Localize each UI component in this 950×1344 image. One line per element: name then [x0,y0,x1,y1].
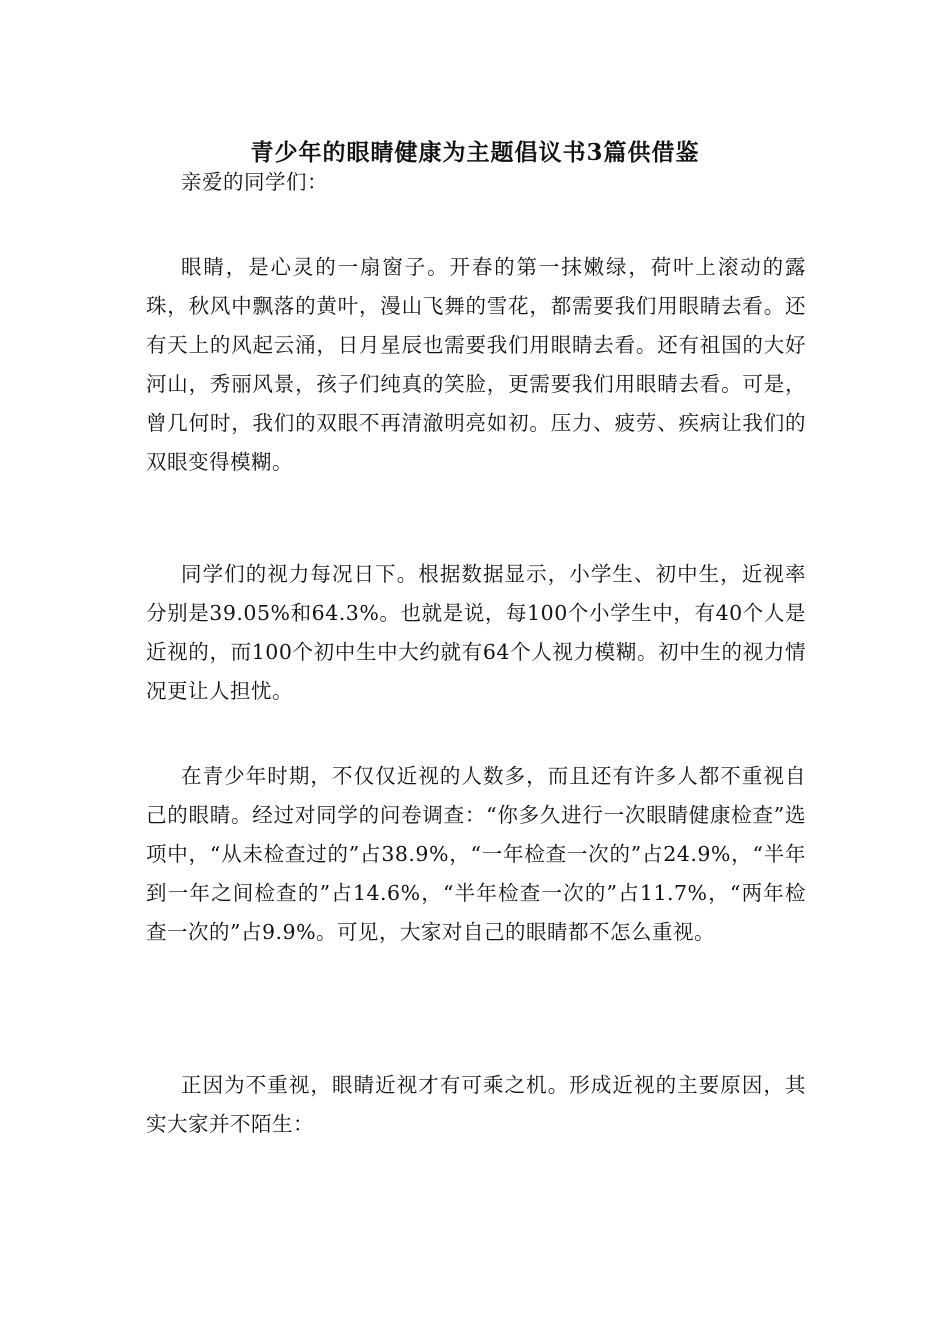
paragraph-2: 同学们的视力每况日下。根据数据显示，小学生、初中生，近视率分别是39.05%和64.3%。也就是说，每100个小学生中，有40个人是近视的，而100个初中生中大约就有64个人视力模糊。初中生的视力情况更让人担忧。 [146,562,806,703]
greeting: 亲爱的同学们： [181,170,328,194]
paragraph-1: 眼睛，是心灵的一扇窗子。开春的第一抹嫩绿，荷叶上滚动的露珠，秋风中飘落的黄叶，漫山飞舞的雪花，都需要我们用眼睛去看。还有天上的风起云涌，日月星辰也需要我们用眼睛去看。还有祖国的大好河山，秀丽风景，孩子们纯真的笑脸，更需要我们用眼睛去看。可是，曾几何时，我们的双眼不再清澈明亮如初。压力、疲劳、疾病让我们的双眼变得模糊。 [146,255,806,474]
paragraph-3: 在青少年时期，不仅仅近视的人数多，而且还有许多人都不重视自己的眼睛。经过对同学的问卷调查：“你多久进行一次眼睛健康检查”选项中，“从未检查过的”占38.9%，“一年检查一次的”占24.9%，“半年到一年之间检查的”占14.6%，“半年检查一次的”占11.7%，“两年检查一次的”占9.9%。可见，大家对自己的眼睛都不怎么重视。 [146,764,806,944]
paragraph-4: 正因为不重视，眼睛近视才有可乘之机。形成近视的主要原因，其实大家并不陌生： [146,1073,806,1136]
document-title: 青少年的眼睛健康为主题倡议书3篇供借鉴 [250,139,700,166]
